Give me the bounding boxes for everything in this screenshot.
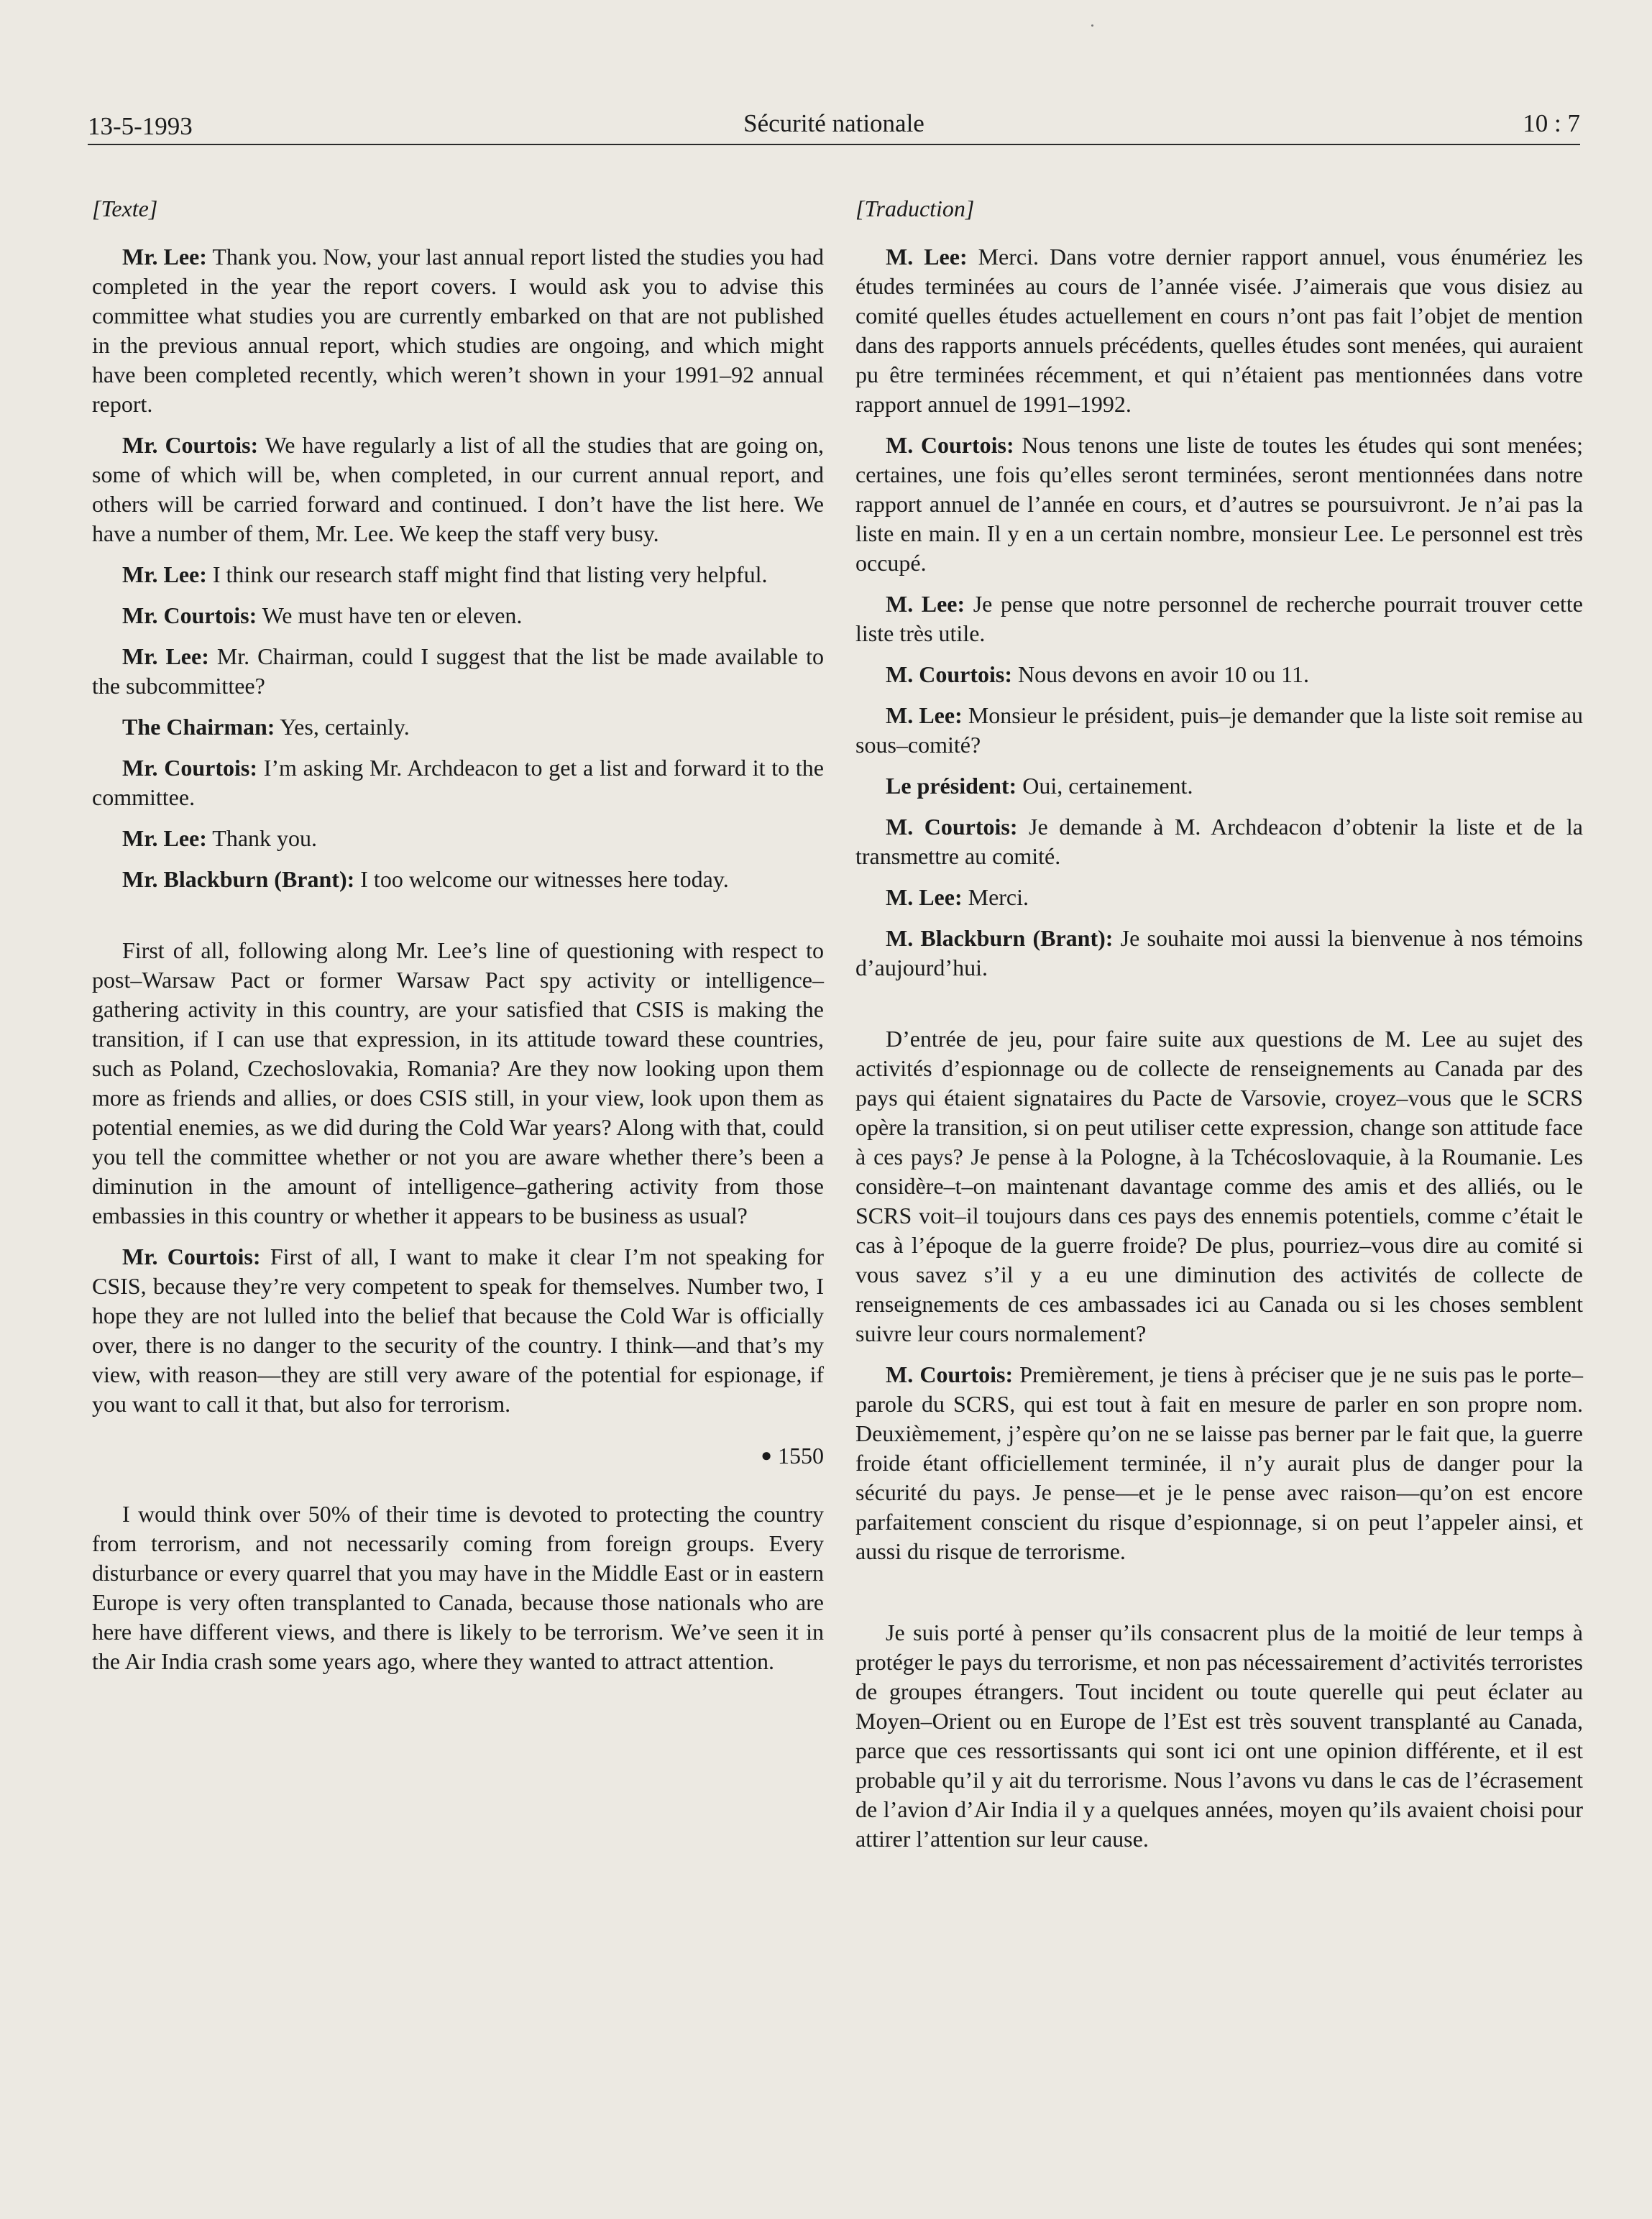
paragraph <box>92 560 824 589</box>
header-date: 13-5-1993 <box>88 112 193 140</box>
paragraph-text: Nous devons en avoir 10 ou 11. <box>1011 661 1309 687</box>
speaker-name: Mr. Courtois: <box>122 755 257 781</box>
paragraph-text: First of all, following along Mr. Lee’s line of questioning with respect to post–Warsaw Pact or former Warsaw Pact spy activity or intelligence–gathering activity in this country, are your satisfied that CSIS is making the transition, if I can use that expression, in its attitude toward these countries, such as Poland, Czechoslovakia, Romania? Are they now looking upon them more as friends and allies, or does CSIS still, in your view, look upon them as potential enemies, as we did during the Cold War years? Along with that, could you tell the committee whether or not you are aware whether there’s been a diminution in the amount of intelligence–gathering activity from those embassies in this country or whether it appears to be business as usual? <box>92 937 824 1228</box>
speaker-name: M. Courtois: <box>886 814 1018 840</box>
bullet-icon: ● <box>761 1445 772 1466</box>
speaker-name: Mr. Lee: <box>122 244 207 270</box>
speaker-name: Mr. Lee: <box>122 561 207 587</box>
paragraph <box>92 1499 824 1676</box>
paragraph <box>855 1024 1583 1349</box>
paragraph <box>855 701 1583 760</box>
french-column <box>855 194 1583 1865</box>
column-tag: [Traduction] <box>855 196 975 221</box>
paragraph <box>92 865 824 894</box>
header-page-number: 10 : 7 <box>1523 109 1580 137</box>
speaker-name: Mr. Blackburn (Brant): <box>122 866 355 892</box>
paragraph-text: Merci. <box>962 884 1029 910</box>
time-marker-text: 1550 <box>778 1443 824 1469</box>
paragraph-text: Thank you. <box>206 825 318 851</box>
header-title: Sécurité nationale <box>743 109 924 137</box>
paragraph-text: Oui, certainement. <box>1017 773 1193 799</box>
page-header <box>88 106 1580 145</box>
paragraph <box>92 601 824 630</box>
speaker-name: Mr. Courtois: <box>122 602 257 628</box>
paragraph-text: Je suis porté à penser qu’ils consacrent plus de la moitié de leur temps à protéger le pays du terrorisme, et non pas nécessairement d’activités terroristes de groupes étrangers. Tout incident ou toute querelle qui peut éclater au Moyen–Orient ou en Europe de l’Est est très souvent transplanté au Canada, parce que ces ressortissants qui sont ici ont une opinion différente, et il est probable qu’il y ait du terrorisme. Nous l’avons vu dans le cas de l’écrasement de l’avion d’Air India il y a quelques années, moyen qu’ils avaient choisi pour attirer l’attention sur leur cause. <box>855 1620 1583 1852</box>
column-tag-text: Traduction <box>864 196 965 221</box>
paragraph <box>92 712 824 742</box>
speaker-name: Le président: <box>886 773 1017 799</box>
paragraph <box>855 589 1583 648</box>
paragraph <box>92 1242 824 1419</box>
paragraph <box>855 812 1583 871</box>
paragraph-text: D’entrée de jeu, pour faire suite aux questions de M. Lee au sujet des activités d’espionnage ou de collecte de renseignements au Canada par des pays qui étaient signataires du Pacte de Varsovie, croyez–vous que le SCRS opère la transition, si on peut utiliser cette expression, change son attitude face à ces pays? Je pense à la Pologne, à la Tchécoslovaquie, à la Roumanie. Les considère–t–on maintenant davantage comme des amis et des alliés, ou le SCRS voit–il toujours dans ces pays des ennemis potentiels, comme c’était le cas à l’époque de la guerre froide? De plus, pourriez–vous dire au comité si vous savez s’il y a eu une diminution des activités de collecte de renseignements de ces ambassades ici au Canada ou si les choses semblent suivre leur cours normalement? <box>855 1026 1583 1346</box>
paragraph <box>855 883 1583 912</box>
paragraph-text: Monsieur le président, puis–je demander que la liste soit remise au sous–comité? <box>855 702 1584 758</box>
paragraph <box>855 1360 1583 1566</box>
speaker-name: Mr. Lee: <box>122 643 209 669</box>
paragraph-text: I think our research staff might find that listing very helpful. <box>206 561 768 587</box>
speaker-name: M. Lee: <box>886 884 963 910</box>
paragraph-text: Yes, certainly. <box>275 714 410 740</box>
column-tag: [Texte] <box>92 196 158 221</box>
speaker-name: M. Lee: <box>886 702 963 728</box>
speaker-name: M. Courtois: <box>886 1361 1014 1387</box>
paragraph-text: Je pense que notre personnel de recherche pourrait trouver cette liste très utile. <box>855 591 1584 646</box>
speaker-name: M. Lee: <box>886 591 965 617</box>
speaker-name: M. Lee: <box>886 244 968 270</box>
paragraph-text: First of all, I want to make it clear I’m not speaking for CSIS, because they’re very competent to speak for themselves. Number two, I hope they are not lulled into the belief that because the Cold War is officially over, there is no danger to the security of the country. I think—and that’s my view, with reason—they are still very aware of the potential for espionage, if you want to call it that, but also for terrorism. <box>92 1244 825 1417</box>
paragraph-text: I’m asking Mr. Archdeacon to get a list and forward it to the committee. <box>92 755 825 810</box>
paragraph <box>92 431 824 548</box>
speaker-name: The Chairman: <box>122 714 275 740</box>
paragraph <box>855 1618 1583 1854</box>
paragraph <box>855 660 1583 689</box>
paragraph-text: Je souhaite moi aussi la bienvenue à nos témoins d’aujourd’hui. <box>855 925 1584 980</box>
paragraph-text: Nous tenons une liste de toutes les études qui sont menées; certaines, une fois qu’elles seront terminées, seront mentionnées dans notre rapport annuel de l’année en cours, et d’autres se poursuivront. Je n’ai pas la liste en main. Il y en a un certain nombre, monsieur Lee. Le personnel est très occupé. <box>855 432 1584 576</box>
paragraph <box>855 771 1583 801</box>
paragraph-text: Mr. Chairman, could I suggest that the list be made available to the subcommittee? <box>92 643 825 699</box>
paragraph <box>855 431 1583 578</box>
paragraph-text: Merci. Dans votre dernier rapport annuel, vous énumériez les études terminées au cours de l’année visée. J’aimerais que vous disiez au comité quelles études actuellement en cours n’ont pas fait l’objet de mention dans des rapports annuels précédents, quelles études sont menées, qui auraient pu être terminées récemment, et qui n’étaient pas mentionnées dans votre rapport annuel de 1991–1992. <box>855 244 1584 417</box>
paragraph <box>92 753 824 812</box>
paragraph <box>92 242 824 419</box>
column-tag-text: Texte <box>101 196 149 221</box>
paragraph <box>92 642 824 701</box>
paragraph <box>92 824 824 853</box>
speaker-name: M. Courtois: <box>886 432 1014 458</box>
paragraph-text: Je demande à M. Archdeacon d’obtenir la liste et de la transmettre au comité. <box>855 814 1584 869</box>
paragraph <box>92 936 824 1231</box>
paragraph <box>855 924 1583 983</box>
paragraph-text: Thank you. Now, your last annual report listed the studies you had completed in the year the report covers. I would ask you to advise this committee what studies you are currently embarked on that are not published in the previous annual report, which studies are ongoing, and which might have been completed recently, which weren’t shown in your 1991–92 annual report. <box>92 244 825 417</box>
paragraph-text: I would think over 50% of their time is devoted to protecting the country from terrorism, and not necessarily coming from foreign groups. Every disturbance or every quarrel that you may have in the Middle East or in eastern Europe is very often transplanted to Canada, because those nationals who are here have different views, and there is likely to be terrorism. We’ve seen it in the Air India crash some years ago, where they wanted to attract attention. <box>92 1501 824 1674</box>
paragraph-text: Premièrement, je tiens à préciser que je ne suis pas le porte–parole du SCRS, qui est tout à fait en mesure de parler en son propre nom. Deuxièmement, j’espère qu’on ne se laisse pas berner par le fait que, la guerre froide étant officiellement terminée, il n’y aurait plus de danger pour la sécurité du pays. Je pense—et je le pense avec raison—qu’on est encore parfaitement conscient du risque d’espionnage, si on peut l’appeler ainsi, et aussi du risque de terrorisme. <box>855 1361 1584 1564</box>
paragraph-text: We have regularly a list of all the studies that are going on, some of which will be, when completed, in our current annual report, and others will be carried forward and continued. I don’t have the list here. We have a number of them, Mr. Lee. We keep the staff very busy. <box>92 432 825 546</box>
paragraph-text: We must have ten or eleven. <box>257 602 523 628</box>
speaker-name: Mr. Courtois: <box>122 1244 261 1269</box>
speaker-name: Mr. Lee: <box>122 825 207 851</box>
time-marker <box>92 1441 824 1471</box>
page-speck <box>1091 24 1093 27</box>
speaker-name: M. Blackburn (Brant): <box>886 925 1114 951</box>
paragraph <box>855 242 1583 419</box>
speaker-name: M. Courtois: <box>886 661 1012 687</box>
paragraph-text: I too welcome our witnesses here today. <box>354 866 729 892</box>
speaker-name: Mr. Courtois: <box>122 432 259 458</box>
english-column <box>92 194 824 1688</box>
